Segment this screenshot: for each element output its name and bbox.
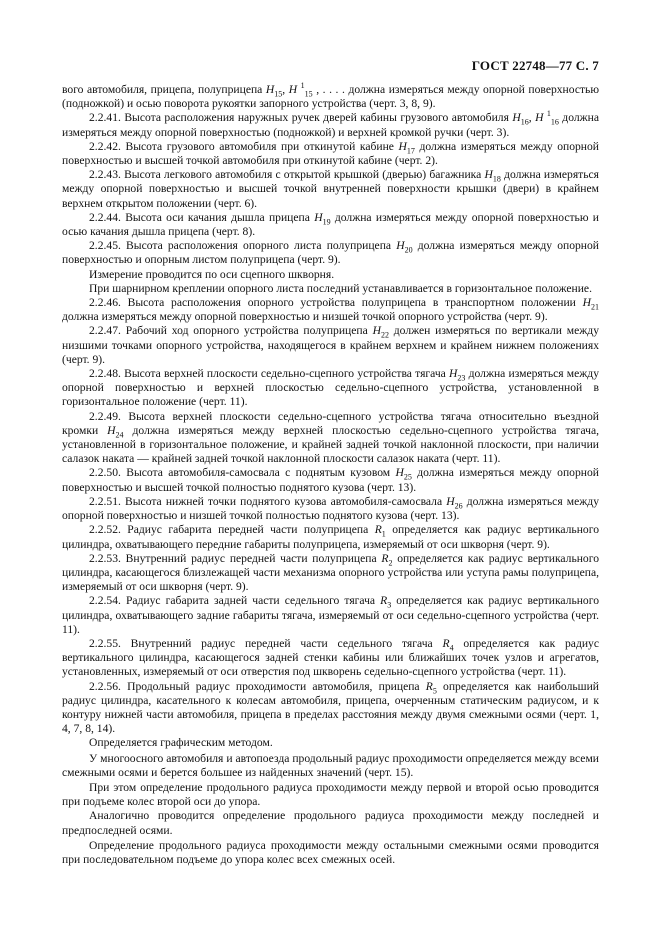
paragraph: 2.2.46. Высота расположения опорного устройства полуприцепа в транспортном положении $Н_{21}$ должна измеряться между опорной поверхностью и низшей точкой опорного устройства (черт. 9). [62,296,599,324]
paragraph: 2.2.56. Продольный радиус проходимости автомобиля, прицепа $R_5$ определяется как наибольший радиус цилиндра, касательного к колесам автомобиля, прицепа, очерченным статическим радиусом, и к контуру нижней части автомобиля, прицепа в пределах расстояния между двумя смежными осями (черт. 1, 4, 7, 8, 14). [62,679,599,736]
paragraph: У многоосного автомобиля и автопоезда продольный радиус проходимости определяется между всеми смежными осями и берется большее из найденных значений (черт. 15). [62,751,599,779]
paragraph: 2.2.55. Внутренний радиус передней части седельного тягача $R_4$ определяется как радиус вертикального цилиндра, касающегося задней стенки кабины или ближайших точек узлов и агрегатов, установленных, измеряемый от оси отверстия под шкворень седельно-сцепного устройства (черт. 11). [62,636,599,679]
paragraph: При этом определение продольного радиуса проходимости между первой и второй осью проводится при подъеме колес второй оси до упора. [62,780,599,809]
paragraph: 2.2.50. Высота автомобиля-самосвала с поднятым кузовом $Н_{25}$ должна измеряться между опорной поверхностью и высшей точкой полностью поднятого кузова (черт. 13). [62,466,599,494]
paragraph: При шарнирном креплении опорного листа последний устанавливается в горизонтальное положение. [89,281,592,295]
paragraph: 2.2.53. Внутренний радиус передней части полуприцепа $R_2$ определяется как радиус вертикального цилиндра, касающегося близлежащей части механизма опорного устройства или уступа рамы полуприцепа, измеряемый от оси шкворня (черт. 9). [62,551,599,594]
paragraph: 2.2.54. Радиус габарита задней части седельного тягача $R_3$ определяется как радиус вертикального цилиндра, охватывающего задние габариты тягача, измеряемый от оси седельно-сцепного устройства (черт. 11). [62,594,599,636]
paragraph: Определение продольного радиуса проходимости между остальными смежными осями проводится при последовательном подъеме до упора колес всех смежных осей. [62,838,599,866]
paragraph: Аналогично проводится определение продольного радиуса проходимости между последней и предпоследней осями. [62,809,599,837]
paragraph: 2.2.49. Высота верхней плоскости седельно-сцепного устройства тягача относительно въездной кромки $Н_{24}$ должна измеряться между верхней плоскостью седельно-сцепного устройства тягача, установленной в горизонтальное положение, и крайней задней точкой наклонной плоскости, при наличии салазок наката — крайней задней точкой наклонной плоскости салазок наката (черт. 11). [62,409,599,466]
paragraph: Определяется графическим методом. [89,736,273,750]
paragraph: 2.2.43. Высота легкового автомобиля с открытой крышкой (дверью) багажника $Н_{18}$ должна измеряться между опорной поверхностью и высшей точкой внутренней поверхности крышки (двери) в крайнем верхнем открытом положении (черт. 6). [62,168,599,210]
page-header: ГОСТ 22748—77 С. 7 [471,58,599,73]
paragraph: 2.2.47. Рабочий ход опорного устройства полуприцепа $Н_{22}$ должен измеряться по вертикали между низшими точками опорного устройства, находящегося в крайнем верхнем и крайнем нижнем положениях (черт. 9). [62,324,600,366]
paragraph: 2.2.41. Высота расположения наружных ручек дверей кабины грузового автомобиля $Н_{16}$, Н $^1_{16}$ должна измеряться между опорной поверхностью (подножкой) и верхней кромкой ручки (черт. 3). [62,109,599,139]
paragraph: 2.2.52. Радиус габарита передней части полуприцепа $R_1$ определяется как радиус вертикального цилиндра, охватывающего передние габариты полуприцепа, измеряемый от оси шкворня (черт. 9). [62,523,599,551]
paragraph: 2.2.42. Высота грузового автомобиля при откинутой кабине $Н_{17}$ должна измеряться между опорной поверхностью и высшей точкой автомобиля при откинутой кабине (черт. 2). [62,139,599,168]
paragraph: 2.2.45. Высота расположения опорного листа полуприцепа $Н_{20}$ должна измеряться между опорной поверхностью и опорным листом полуприцепа (черт. 9). [62,239,599,267]
paragraph: 2.2.44. Высота оси качания дышла прицепа $Н_{19}$ должна измеряться между опорной поверхностью и осью качания дышла прицепа (черт. 8). [62,210,599,239]
paragraph: 2.2.51. Высота нижней точки поднятого кузова автомобиля-самосвала $Н_{26}$ должна измеряться между опорной поверхностью и низшей точкой полностью поднятого кузова (черт. 13). [62,494,599,523]
paragraph: 2.2.48. Высота верхней плоскости седельно-сцепного устройства тягача $Н_{23}$ должна измеряться между опорной поверхностью и верхней плоскостью седельно-сцепного устройства, установленной в горизонтальное положение (черт. 11). [62,367,599,409]
paragraph: вого автомобиля, прицепа, полуприцепа $Н_{15}$, Н $^1_{15}$ , . . . . должна измеряться между опорной поверхностью (подножкой) и осью поворота рукоятки запорного устройства (черт. 3, 8, 9). [62,81,600,111]
paragraph: Измерение проводится по оси сцепного шкворня. [89,267,335,281]
body-text [62,83,599,867]
